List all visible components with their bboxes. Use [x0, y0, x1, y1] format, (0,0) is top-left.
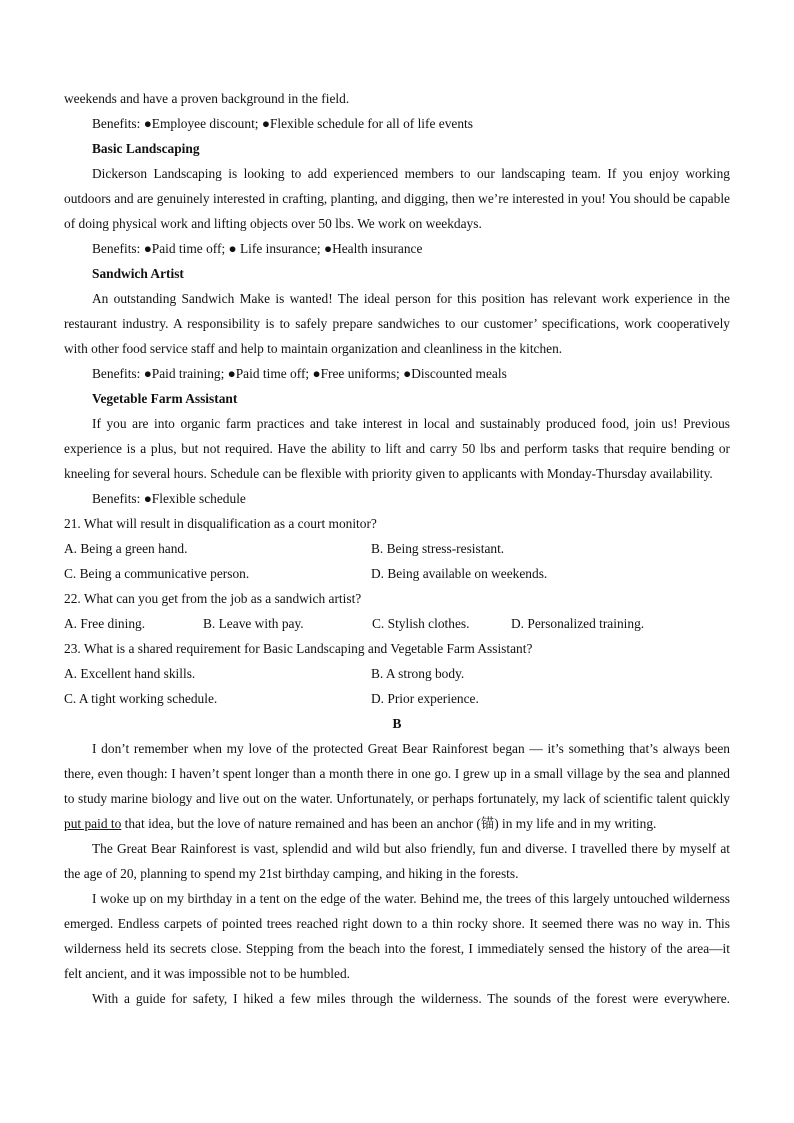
q21-option-d: D. Being available on weekends. [371, 566, 548, 581]
q23-option-c: C. A tight working schedule. [64, 691, 218, 706]
q21-option-c: C. Being a communicative person. [64, 566, 250, 581]
q22-option-c: C. Stylish clothes. [372, 616, 470, 631]
section-b-heading: B [392, 716, 402, 731]
q23-option-d: D. Prior experience. [371, 691, 479, 706]
passage-b-paragraph-1 [64, 736, 730, 836]
q23-option-a: A. Excellent hand skills. [64, 666, 196, 681]
document-page [64, 86, 730, 1011]
q21-option-a: A. Being a green hand. [64, 541, 188, 556]
sandwich-body: An outstanding Sandwich Make is wanted! The ideal person for this position has relevant work experience in the restaurant industry. A responsibility is to safely prepare sandwiches to our customer’ specifications, work cooperatively with other food service staff and help to maintain organization and cleanliness in the kitchen. [64, 291, 730, 356]
passage-b-paragraph-4: With a guide for safety, I hiked a few miles through the wilderness. The sounds of the forest were everywhere. [92, 991, 730, 1006]
p1-before: I don’t remember when my love of the protected Great Bear Rainforest began — it’s something that’s always been there, even though: I haven’t spent longer than a month there in one go. I grew up in a small village by the sea and planned to study marine biology and live out on the water. Unfortunately, or perhaps fortunately, my lack of scientific talent quickly [64, 741, 730, 806]
landscaping-title: Basic Landscaping [92, 141, 200, 156]
landscaping-body: Dickerson Landscaping is looking to add experienced members to our landscaping team. If you enjoy working outdoors and are genuinely interested in crafting, planting, and digging, then we’re interested in you! You should be capable of doing physical work and lifting objects over 50 lbs. We work on weekdays. [64, 166, 730, 231]
sandwich-title: Sandwich Artist [92, 266, 184, 281]
q22-option-a: A. Free dining. [64, 616, 146, 631]
question-21-stem: 21. What will result in disqualification as a court monitor? [64, 516, 377, 531]
passage-b-paragraph-2: The Great Bear Rainforest is vast, splendid and wild but also friendly, fun and diverse. I travelled there by myself at the age of 20, planning to spend my 21st birthday camping, and hiking in the forests. [64, 841, 730, 881]
passage-b-paragraph-3: I woke up on my birthday in a tent on the edge of the water. Behind me, the trees of this largely untouched wilderness emerged. Endless carpets of pointed trees reached right down to a thin rocky shore. It seemed there was no way in. This wilderness held its secrets close. Stepping from the beach into the forest, I immediately sensed the history of the area—it felt ancient, and it was impossible not to be humbled. [64, 891, 730, 981]
question-22-options [64, 611, 730, 636]
sandwich-benefits: Benefits: ●Paid training; ●Paid time off; ●Free uniforms; ●Discounted meals [92, 366, 507, 381]
q22-option-d: D. Personalized training. [511, 616, 645, 631]
court-monitor-benefits: Benefits: ●Employee discount; ●Flexible schedule for all of life events [92, 116, 473, 131]
farm-benefits: Benefits: ●Flexible schedule [92, 491, 246, 506]
underlined-phrase: put paid to [64, 816, 122, 831]
question-21-options [64, 536, 730, 586]
p1-after: that idea, but the love of nature remained and has been an anchor (锚) in my life and in my writing. [124, 816, 657, 831]
farm-body: If you are into organic farm practices and take interest in local and sustainably produced food, join us! Previous experience is a plus, but not required. Have the ability to lift and carry 50 lbs and perform tasks that require bending or kneeling for several hours. Schedule can be flexible with priority given to applicants with Monday-Thursday availability. [64, 416, 730, 481]
landscaping-benefits: Benefits: ●Paid time off; ● Life insurance; ●Health insurance [92, 241, 423, 256]
question-23-options [64, 661, 730, 711]
q22-option-b: B. Leave with pay. [203, 616, 304, 631]
question-22-stem: 22. What can you get from the job as a sandwich artist? [64, 591, 362, 606]
farm-title: Vegetable Farm Assistant [92, 391, 238, 406]
q21-option-b: B. Being stress-resistant. [371, 541, 505, 556]
question-23-stem: 23. What is a shared requirement for Basic Landscaping and Vegetable Farm Assistant? [64, 641, 533, 656]
q23-option-b: B. A strong body. [371, 666, 465, 681]
court-monitor-continuation: weekends and have a proven background in the field. [64, 91, 350, 106]
